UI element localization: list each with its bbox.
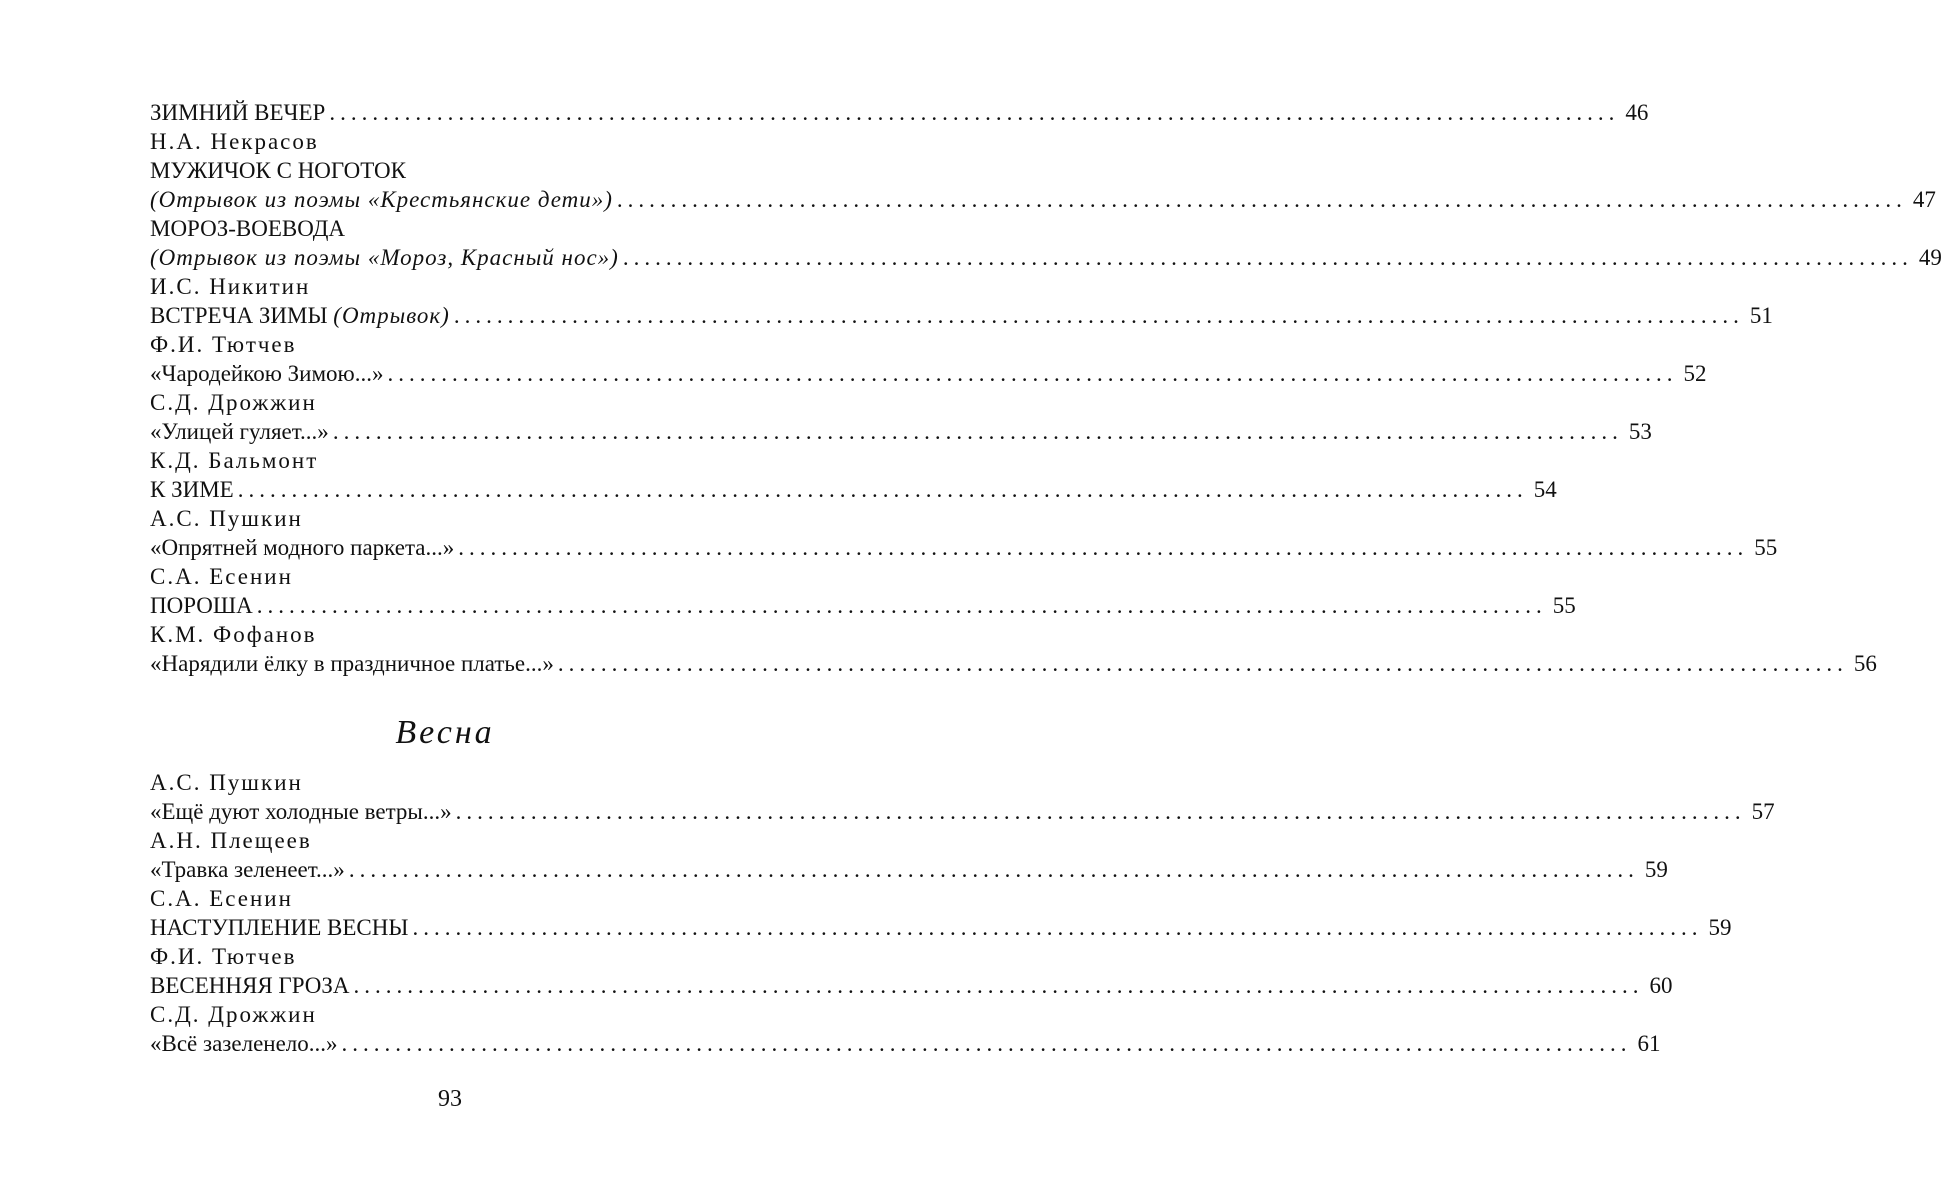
toc-entry	[150, 475, 1557, 504]
toc-entry	[150, 797, 1775, 826]
entry-page-number: 47	[1912, 187, 1936, 212]
dot-leader: ........................................................................................................................	[353, 973, 1644, 998]
entry-page-number: 59	[1644, 857, 1668, 882]
author-name: Ф.И. Тютчев	[150, 332, 297, 357]
entry-page-number: 53	[1628, 419, 1652, 444]
toc-entry	[150, 855, 1668, 884]
entry-title: К ЗИМЕ	[150, 477, 234, 502]
author-name: К.Д. Бальмонт	[150, 448, 319, 473]
entry-title: «Чародейкою Зимою...»	[150, 361, 384, 386]
dot-leader: ........................................................................................................................	[332, 419, 1623, 444]
entry-title: «Всё зазеленело...»	[150, 1031, 338, 1056]
dot-leader: ........................................................................................................................	[453, 303, 1744, 328]
dot-leader: ........................................................................................................................	[237, 477, 1528, 502]
author-name: С.Д. Дрожжин	[150, 390, 317, 415]
entry-page-number: 49	[1918, 245, 1942, 270]
toc-entry	[150, 533, 1778, 562]
entry-page-number: 61	[1637, 1031, 1661, 1056]
dot-leader: ........................................................................................................................	[557, 651, 1848, 676]
entry-title: «Опрятней модного паркета...»	[150, 535, 455, 560]
toc-entry	[150, 301, 1773, 330]
dot-leader: ........................................................................................................................	[329, 100, 1620, 125]
author-name: И.С. Никитин	[150, 274, 311, 299]
author-name: С.Д. Дрожжин	[150, 1002, 317, 1027]
author-name: Ф.И. Тютчев	[150, 944, 297, 969]
page-number: 93	[438, 1086, 462, 1112]
entry-page-number: 54	[1533, 477, 1557, 502]
table-of-contents	[150, 98, 1942, 1058]
dot-leader: ........................................................................................................................	[458, 535, 1749, 560]
toc-entry	[150, 649, 1877, 678]
section-heading: Весна	[395, 714, 495, 751]
entry-page-number: 46	[1625, 100, 1649, 125]
entry-page-number: 55	[1754, 535, 1778, 560]
entry-page-number: 51	[1749, 303, 1773, 328]
author-name: С.А. Есенин	[150, 886, 293, 911]
entry-title: «Нарядили ёлку в праздничное платье...»	[150, 651, 554, 676]
toc-entry	[150, 359, 1707, 388]
author-name: А.Н. Плещеев	[150, 828, 312, 853]
entry-page-number: 59	[1708, 915, 1732, 940]
entry-title-with-note	[150, 301, 450, 330]
entry-subtitle: (Отрывок из поэмы «Крестьянские дети»)	[150, 187, 613, 212]
dot-leader: ........................................................................................................................	[412, 915, 1703, 940]
entry-page-number: 55	[1552, 593, 1576, 618]
entry-title: НАСТУПЛЕНИЕ ВЕСНЫ	[150, 915, 409, 940]
entry-page-number: 56	[1853, 651, 1877, 676]
entry-title: «Травка зеленеет...»	[150, 857, 345, 882]
author-name: С.А. Есенин	[150, 564, 293, 589]
dot-leader: ........................................................................................................................	[616, 187, 1907, 212]
entry-subtitle: (Отрывок из поэмы «Мороз, Красный нос»)	[150, 245, 619, 270]
toc-entry	[150, 913, 1732, 942]
entry-title: «Улицей гуляет...»	[150, 419, 329, 444]
dot-leader: ........................................................................................................................	[348, 857, 1639, 882]
toc-entry	[150, 1029, 1661, 1058]
toc-entry	[150, 185, 1936, 214]
author-name: А.С. Пушкин	[150, 506, 303, 531]
entry-note: (Отрывок)	[333, 303, 450, 328]
toc-entry	[150, 417, 1652, 446]
dot-leader: ........................................................................................................................	[387, 361, 1678, 386]
entry-title: «Ещё дуют холодные ветры...»	[150, 799, 452, 824]
entry-title: ВЕСЕННЯЯ ГРОЗА	[150, 973, 350, 998]
entry-title: ВСТРЕЧА ЗИМЫ	[150, 303, 328, 328]
toc-entry	[150, 243, 1942, 272]
author-name: К.М. Фофанов	[150, 622, 317, 647]
author-name: Н.А. Некрасов	[150, 129, 319, 154]
toc-entry	[150, 98, 1649, 127]
dot-leader: ........................................................................................................................	[455, 799, 1746, 824]
entry-page-number: 60	[1649, 973, 1673, 998]
entry-title: МУЖИЧОК С НОГОТОК	[150, 158, 406, 183]
author-name: А.С. Пушкин	[150, 770, 303, 795]
dot-leader: ........................................................................................................................	[622, 245, 1913, 270]
entry-title: ПОРОША	[150, 593, 253, 618]
entry-title: ЗИМНИЙ ВЕЧЕР	[150, 100, 326, 125]
dot-leader: ........................................................................................................................	[256, 593, 1547, 618]
toc-entry	[150, 591, 1576, 620]
entry-page-number: 52	[1683, 361, 1707, 386]
entry-title: МОРОЗ-ВОЕВОДА	[150, 216, 346, 241]
dot-leader: ........................................................................................................................	[341, 1031, 1632, 1056]
entry-page-number: 57	[1751, 799, 1775, 824]
toc-entry	[150, 971, 1673, 1000]
